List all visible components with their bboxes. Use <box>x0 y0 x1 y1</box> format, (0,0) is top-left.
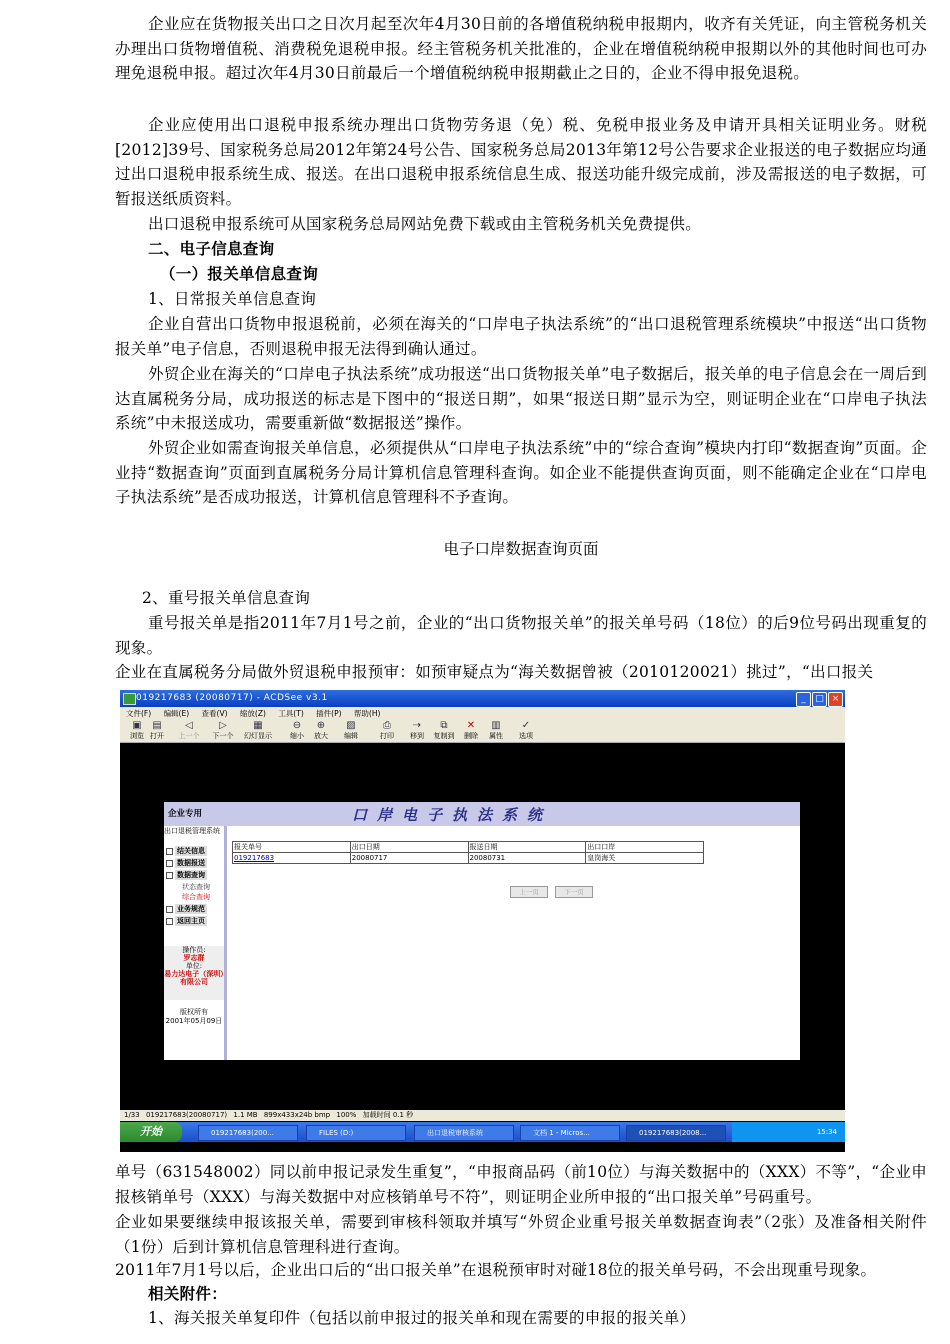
next-icon: ▷ <box>219 720 227 731</box>
menu-bar <box>120 707 845 720</box>
list-item-attachment: 1、海关报关单复印件（包括以前申报过的报关单和现在需要的申报的报关单） <box>148 1309 696 1327</box>
zoom-out-button[interactable]: ⊖ 缩小 <box>290 720 304 740</box>
status-filename: 019217683(20080717) <box>145 1111 228 1119</box>
copy-icon: ⧉ <box>440 720 448 731</box>
declaration-number-link[interactable]: 019217683 <box>233 853 351 864</box>
menu-edit[interactable]: 编辑(E) <box>163 709 190 718</box>
browse-button[interactable]: ▣ 浏览 <box>130 720 144 740</box>
table-cell: 20080717 <box>350 853 468 864</box>
operator-panel <box>164 946 224 1000</box>
subsection-heading: （一）报关单信息查询 <box>160 265 319 283</box>
table-header-row <box>233 842 704 853</box>
sidebar-item-business-rules[interactable]: 业务规范 <box>164 904 224 914</box>
app-icon <box>123 693 136 705</box>
browse-icon: ▣ <box>132 720 142 731</box>
section-heading: 二、电子信息查询 <box>148 240 275 258</box>
zoom-in-icon: ⊕ <box>316 720 326 731</box>
edit-button[interactable]: ▨ 编辑 <box>344 720 358 740</box>
previous-button[interactable]: ◁ 上一个 <box>178 720 200 740</box>
attachments-heading: 相关附件： <box>148 1285 228 1303</box>
slideshow-button[interactable]: ▦ 幻灯显示 <box>244 720 272 740</box>
column-header: 报关单号 <box>233 842 351 853</box>
expand-icon <box>166 848 173 855</box>
taskbar-item[interactable]: FILES (D:) <box>306 1125 406 1141</box>
copyright: 版权所有 2001年05月09日 <box>165 1008 223 1025</box>
table-cell: 皇岗海关 <box>586 853 704 864</box>
acdsee-screenshot <box>120 690 845 1152</box>
column-header: 出口日期 <box>350 842 468 853</box>
options-button[interactable]: ✓ 选项 <box>519 720 533 740</box>
delete-button[interactable]: ✕ 删除 <box>464 720 478 740</box>
paragraph-continue-declaration: 企业如果要继续申报该报关单，需要到审核科领取并填写“外贸企业重号报关单数据查询表”（2张）及准备相关附件（1份）后到计算机信息管理科进行查询。 <box>115 1213 927 1256</box>
paragraph-pre-review-part2: 单号（631548002）同以前申报记录发生重复”，“申报商品码（前10位）与海关数据中的（XXX）不等”，“企业申报核销单号（XXX）与海关数据中对应核销单号不符”，则证明企业所申报的“出口报关单”号码重号。 <box>115 1163 927 1206</box>
paragraph-declaration-deadline: 企业应在货物报关出口之日次月起至次年4月30日前的各增值税纳税申报期内，收齐有关凭证，向主管税务机关办理出口货物增值税、消费税免退税申报。经主管税务机关批准的，企业在增值税纳税申报期以外的其他时间也可办理免退税申报。超过次年4月30日前最后一个增值税纳税申报期截止之日的，企业不得申报免退税。 <box>115 15 927 83</box>
paragraph-after-2011: 2011年7月1号以后，企业出口后的“出口报关单”在退税预审时对碰18位的报关单号码，不会出现重号现象。 <box>115 1261 877 1279</box>
list-item-daily-query: 1、日常报关单信息查询 <box>148 290 317 308</box>
window-title: 019217683 (20080717) - ACDSee v3.1 <box>136 693 328 703</box>
operator-name: 罗志群 <box>183 954 205 962</box>
status-dimensions: 899x433x24b bmp <box>263 1111 331 1119</box>
list-item-duplicate-query: 2、重号报关单信息查询 <box>142 589 311 607</box>
minimize-icon[interactable]: _ <box>796 692 811 707</box>
paragraph-trade-enterprise: 外贸企业在海关的“口岸电子执法系统”成功报送“出口货物报关单”电子数据后，报关单的电子信息会在一周后到达直属税务分局，成功报送的标志是下图中的“报送日期”，如果“报送日期”显示为空，则证明企业在“口岸电子执法系统”中未报送成功，需要重新做“数据报送”操作。 <box>115 365 927 433</box>
paragraph-query-requirement: 外贸企业如需查询报关单信息，必须提供从“口岸电子执法系统”中的“综合查询”模块内打印“数据查询”页面。企业持“数据查询”页面到直属税务分局计算机信息管理科查询。如企业不能提供查询页面，则不能确定企业在“口岸电子执法系统”是否成功报送，计算机信息管理科不予查询。 <box>115 439 927 507</box>
operator-label: 操作员: <box>182 946 206 954</box>
menu-file[interactable]: 文件(F) <box>126 709 152 718</box>
expand-icon <box>166 906 173 913</box>
unit-name: 易力达电子（深圳）有限公司 <box>164 970 224 986</box>
clock: 15:34 <box>816 1128 837 1136</box>
paragraph-duplicate-definition: 重号报关单是指2011年7月1号之前，企业的“出口货物报关单”的报关单号码（18位）的后9位号码出现重复的现象。 <box>115 614 927 657</box>
figure-caption: 电子口岸数据查询页面 <box>443 540 599 558</box>
move-icon: ⇢ <box>412 720 422 731</box>
menu-tools[interactable]: 工具(T) <box>278 709 304 718</box>
column-header: 出口口岸 <box>586 842 704 853</box>
prev-page-button[interactable]: 上一页 <box>510 886 548 898</box>
start-button[interactable]: 开始 <box>120 1122 182 1142</box>
properties-icon: ▥ <box>491 720 501 731</box>
system-sidebar <box>164 826 227 1060</box>
menu-help[interactable]: 帮助(H) <box>353 709 381 718</box>
menu-zoom[interactable]: 缩放(Z) <box>239 709 266 718</box>
paragraph-self-export: 企业自营出口货物申报退税前，必须在海关的“口岸电子执法系统”的“出口退税管理系统模块”中报送“出口货物报关单”电子信息，否则退税申报无法得到确认通过。 <box>115 315 927 358</box>
taskbar-item[interactable]: 出口退税审核系统 <box>414 1125 514 1141</box>
sidebar-title: 出口退税管理系统 <box>164 827 220 835</box>
paragraph-pre-review-part1: 企业在直属税务分局做外贸退税申报预审：如预审疑点为“海关数据曾被（2010120021）挑过”，“出口报关 <box>115 663 874 681</box>
next-page-button[interactable]: 下一页 <box>555 886 593 898</box>
sidebar-item-data-query[interactable]: 数据查询 <box>164 870 224 880</box>
previous-icon: ◁ <box>185 720 193 731</box>
declaration-table <box>232 841 704 864</box>
options-icon: ✓ <box>521 720 531 731</box>
system-title: 口岸电子执法系统 <box>352 806 553 824</box>
status-filesize: 1.1 MB <box>233 1111 258 1119</box>
close-icon[interactable]: × <box>828 692 843 707</box>
sidebar-subitem-status-query[interactable]: 状态查询 <box>182 883 210 891</box>
sidebar-item-data-submit[interactable]: 数据报送 <box>164 858 224 868</box>
paragraph-declaration-system: 企业应使用出口退税申报系统办理出口货物劳务退（免）税、免税申报业务及申请开具相关证明业务。财税[2012]39号、国家税务总局2012年第24号公告、国家税务总局2013年第12号公告要求企业报送的电子数据应均通过出口退税申报系统生成、报送。在出口退税申报系统信息生成、报送功能升级完成前，涉及需报送的电子数据，可暂报送纸质资料。 <box>115 116 927 208</box>
paragraph-system-download: 出口退税申报系统可从国家税务总局网站免费下载或由主管税务机关免费提供。 <box>148 215 702 233</box>
expand-icon <box>166 860 173 867</box>
port-system-page <box>164 802 800 1060</box>
system-header <box>164 802 800 826</box>
zoom-in-button[interactable]: ⊕ 放大 <box>314 720 328 740</box>
delete-icon: ✕ <box>466 720 476 731</box>
taskbar-item[interactable]: 019217683(200... <box>198 1125 298 1141</box>
status-zoom: 100% <box>336 1111 357 1119</box>
status-load-time: 加载时间 0.1 秒 <box>362 1111 414 1119</box>
windows-taskbar <box>120 1122 845 1142</box>
status-bar <box>120 1110 845 1121</box>
expand-icon <box>166 872 173 879</box>
open-icon: ▤ <box>152 720 162 731</box>
table-cell: 20080731 <box>468 853 586 864</box>
unit-label: 单位: <box>185 962 203 970</box>
print-icon: ⎙ <box>383 720 391 731</box>
expand-icon <box>166 918 173 925</box>
next-button[interactable]: ▷ 下一个 <box>212 720 234 740</box>
corp-label: 企业专用 <box>168 809 203 819</box>
column-header: 报送日期 <box>468 842 586 853</box>
system-tray <box>732 1122 845 1142</box>
move-to-button[interactable]: ⇢ 移到 <box>410 720 424 740</box>
window-titlebar <box>120 690 845 707</box>
slideshow-icon: ▦ <box>253 720 263 731</box>
image-viewer-area <box>120 743 845 1110</box>
open-button[interactable]: ▤ 打开 <box>150 720 164 740</box>
menu-plugins[interactable]: 插件(P) <box>316 709 342 718</box>
properties-button[interactable]: ▥ 属性 <box>489 720 503 740</box>
edit-icon: ▨ <box>346 720 356 731</box>
maximize-icon[interactable]: □ <box>812 692 827 707</box>
taskbar-item[interactable]: 文档 1 - Micros... <box>520 1125 620 1141</box>
copy-to-button[interactable]: ⧉ 复制到 <box>433 720 455 740</box>
print-button[interactable]: ⎙ 打印 <box>380 720 394 740</box>
zoom-out-icon: ⊖ <box>292 720 302 731</box>
table-row <box>233 853 704 864</box>
taskbar-item-active[interactable]: 019217683(2008... <box>626 1125 726 1141</box>
sidebar-item-customs-clearance[interactable]: 结关信息 <box>164 846 224 856</box>
status-position: 1/33 <box>124 1111 140 1119</box>
menu-view[interactable]: 查看(V) <box>201 709 228 718</box>
toolbar <box>120 720 845 743</box>
sidebar-item-home[interactable]: 返回主页 <box>164 916 224 926</box>
sidebar-subitem-comprehensive-query[interactable]: 综合查询 <box>182 893 210 901</box>
